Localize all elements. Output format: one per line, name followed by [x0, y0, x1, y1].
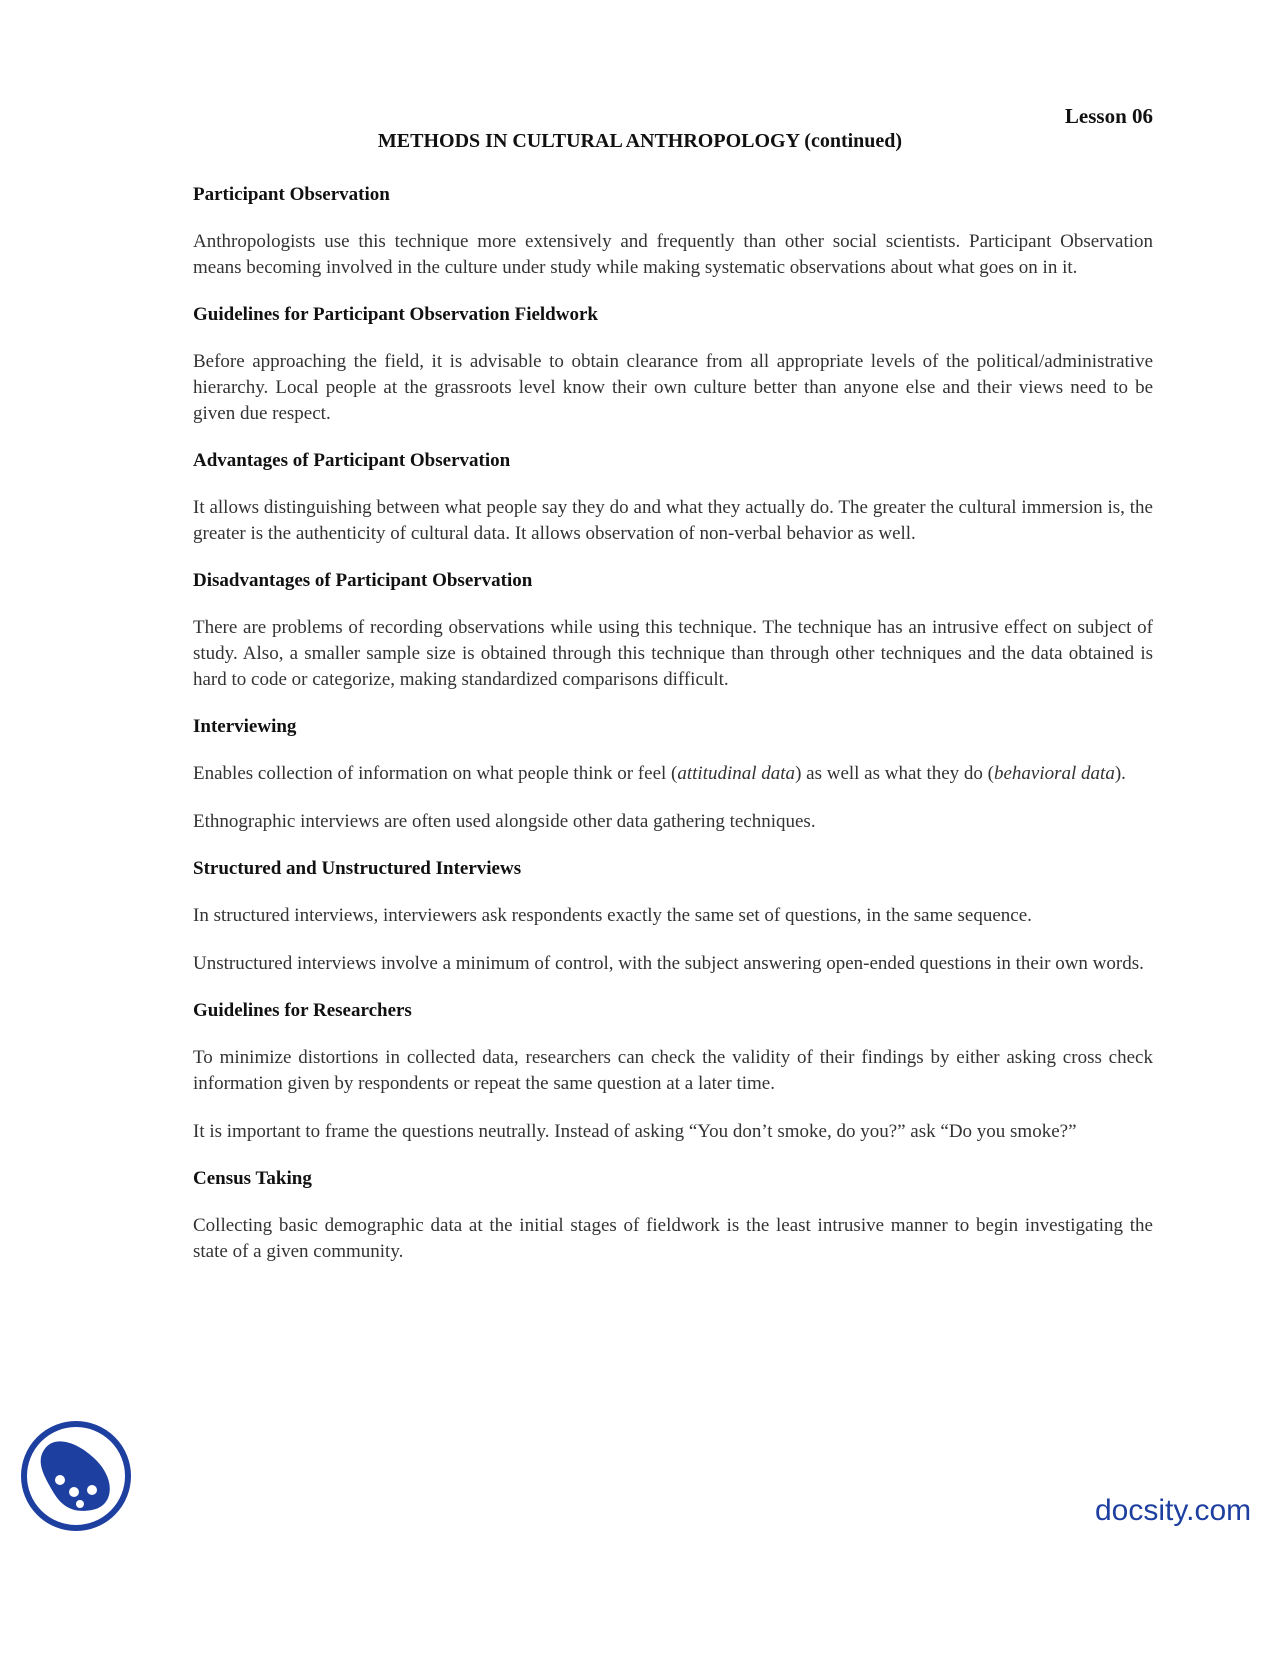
- paragraph: Ethnographic interviews are often used alongside other data gathering techniques.: [193, 811, 816, 832]
- text-run: ) as well as what they do (: [795, 763, 994, 784]
- section-heading: Advantages of Participant Observation: [193, 450, 511, 471]
- docsity-brand-link[interactable]: docsity.com: [1095, 1494, 1252, 1527]
- section-heading: Participant Observation: [193, 184, 390, 205]
- section-disadvantages: [193, 569, 1153, 693]
- section-interviewing: [193, 715, 1153, 835]
- section-heading: Census Taking: [193, 1168, 312, 1189]
- section-heading: Guidelines for Participant Observation Fieldwork: [193, 304, 598, 325]
- section-fieldwork-guidelines: [193, 303, 1153, 427]
- paragraph: In structured interviews, interviewers ask respondents exactly the same set of questions, in the same sequence.: [193, 905, 1032, 926]
- docsity-logo-svg: [20, 1420, 132, 1532]
- paragraph: There are problems of recording observations while using this technique. The technique has an intrusive effect on subject of study. Also, a smaller sample size is obtained through this technique than through other techniques and the data obtained is hard to code or categorize, making standardized comparisons difficult.: [193, 617, 1153, 690]
- text-run: ).: [1114, 763, 1126, 784]
- paragraph: Before approaching the field, it is advisable to obtain clearance from all appropriate levels of the political/administrative hierarchy. Local people at the grassroots level know their own culture better than anyone else and their views need to be given due respect.: [193, 351, 1153, 424]
- section-structured-unstructured: [193, 857, 1153, 977]
- docsity-logo-icon[interactable]: [20, 1420, 132, 1532]
- emphasis-behavioral-data: behavioral data: [993, 763, 1115, 784]
- paragraph: To minimize distortions in collected data, researchers can check the validity of their findings by either asking cross check information given by respondents or repeat the same question at a later time.: [193, 1047, 1153, 1094]
- section-heading: Disadvantages of Participant Observation: [193, 570, 533, 591]
- document-title: METHODS IN CULTURAL ANTHROPOLOGY (continued): [377, 130, 903, 152]
- section-census-taking: [193, 1167, 1153, 1265]
- section-heading: Interviewing: [193, 716, 297, 737]
- paragraph: Unstructured interviews involve a minimum of control, with the subject answering open-ended questions in their own words.: [193, 953, 1144, 974]
- paragraph: It allows distinguishing between what people say they do and what they actually do. The greater the cultural immersion is, the greater is the authenticity of cultural data. It allows observation of non-verbal behavior as well.: [193, 497, 1153, 544]
- document-body: [193, 183, 1153, 1287]
- paragraph: [193, 761, 1153, 787]
- paragraph: It is important to frame the questions neutrally. Instead of asking “You don’t smoke, do you?” ask “Do you smoke?”: [193, 1121, 1077, 1142]
- section-heading: Structured and Unstructured Interviews: [193, 858, 522, 879]
- text-run: Enables collection of information on what people think or feel (: [193, 763, 678, 784]
- paragraph: Anthropologists use this technique more extensively and frequently than other social scientists. Participant Observation means becoming involved in the culture under study while making systematic observations about what goes on in it.: [193, 231, 1153, 278]
- section-guidelines-researchers: [193, 999, 1153, 1145]
- paragraph: Collecting basic demographic data at the initial stages of fieldwork is the least intrusive manner to begin investigating the state of a given community.: [193, 1215, 1153, 1262]
- section-advantages: [193, 449, 1153, 547]
- section-participant-observation: [193, 183, 1153, 281]
- section-heading: Guidelines for Researchers: [193, 1000, 412, 1021]
- lesson-label: Lesson 06: [1064, 104, 1153, 128]
- emphasis-attitudinal-data: attitudinal data: [677, 763, 796, 784]
